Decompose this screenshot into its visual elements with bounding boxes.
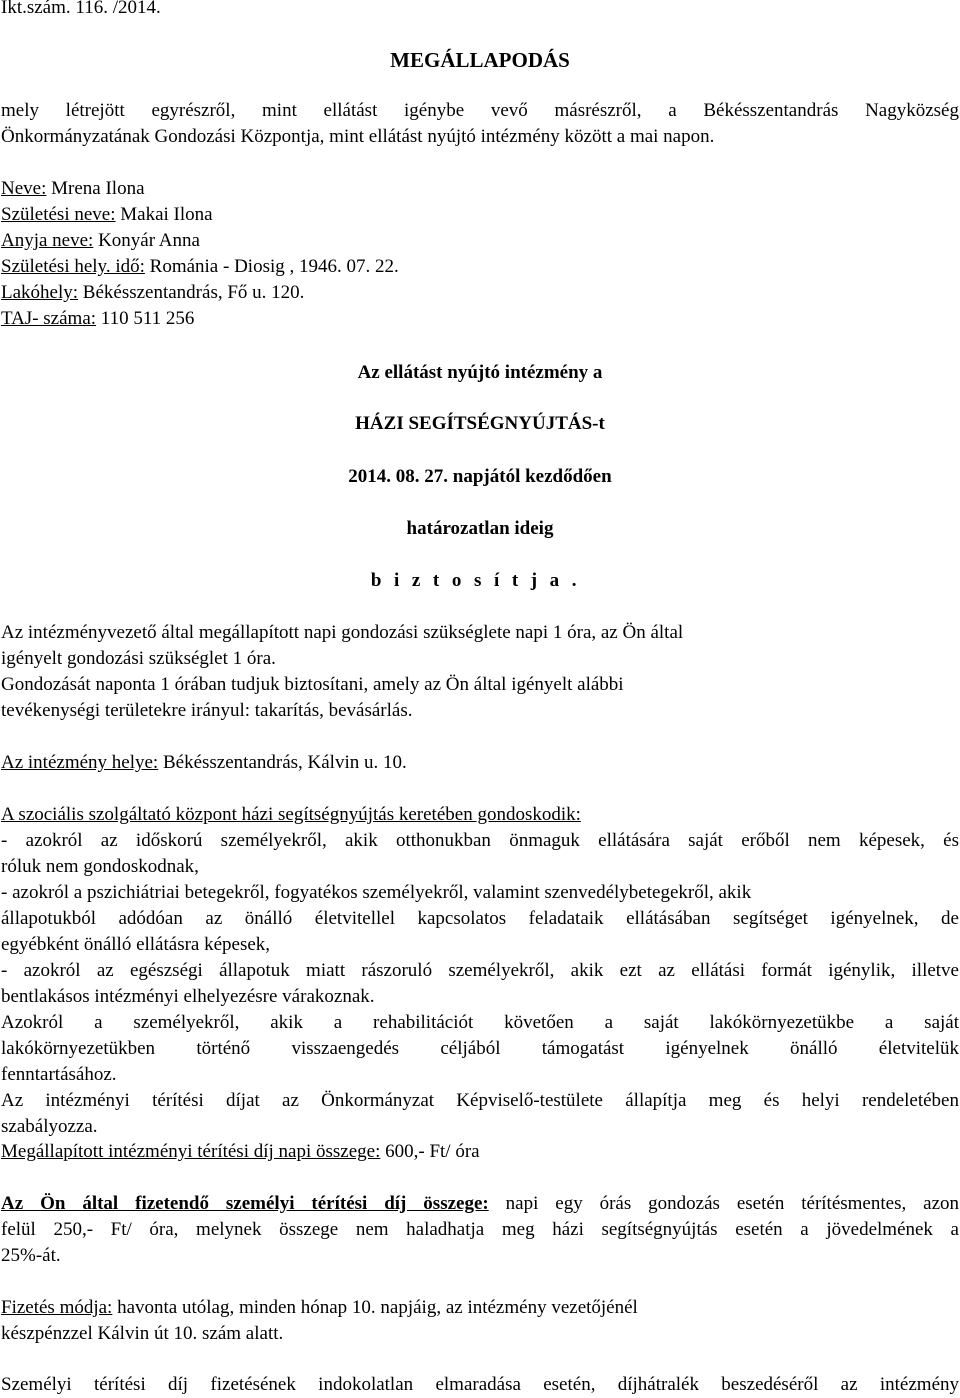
client-taj-label: TAJ- száma: [1, 308, 97, 329]
needs-line-2: igényelt gondozási szükséglet 1 óra. [1, 648, 276, 669]
client-mother-name [1, 228, 959, 254]
personal-fee-line-3: 25%-át. [1, 1245, 61, 1266]
client-birth-name-value: Makai Ilona [115, 204, 213, 225]
client-birth-label: Születési hely. idő: [1, 256, 145, 277]
care-line-3: - azokról a pszichiátriai betegekről, fogyatékos személyekről, valamint szenvedélybetegekről, akik [1, 882, 752, 903]
client-birth-name-label: Születési neve: [1, 204, 116, 225]
client-birth-place-date [1, 254, 959, 280]
client-address-label: Lakóhely: [1, 282, 79, 303]
client-mother-label: Anyja neve: [1, 230, 94, 251]
service-name: HÁZI SEGÍTSÉGNYÚJTÁS-t [355, 413, 605, 434]
payment-method-line-1 [1, 1295, 959, 1321]
care-line-5: egyébként önálló ellátásra képesek, [1, 934, 271, 955]
final-line: Személyi térítési díj fizetésének indokolatlan elmaradása esetén, díjhátralék beszedéséről az intézmény [1, 1374, 959, 1395]
client-taj [1, 306, 959, 332]
client-address [1, 280, 959, 306]
institution-location [1, 750, 959, 776]
provider-heading: Az ellátást nyújtó intézmény a [357, 362, 603, 383]
care-line-9: lakókörnyezetükben történő visszaengedés céljából támogatást igényelnek önálló életvitelük [1, 1038, 959, 1059]
client-taj-value: 110 511 256 [96, 308, 195, 329]
payment-method-text-1: havonta utólag, minden hónap 10. napjáig, az intézmény vezetőjénél [112, 1297, 638, 1318]
location-label: Az intézmény helye: [1, 752, 159, 773]
care-line-8: Azokról a személyekről, akik a rehabilitációt követően a saját lakókörnyezetükbe a saját [1, 1012, 959, 1033]
care-line-12: szabályozza. [1, 1116, 98, 1137]
care-line-2: róluk nem gondoskodnak, [1, 856, 199, 877]
care-line-1: - azokról az időskorú személyekről, akik otthonukban önmaguk ellátására saját erőből nem képesek, és [1, 830, 959, 851]
client-birth-value: Románia - Diosig , 1946. 07. 22. [144, 256, 399, 277]
needs-line-1: Az intézményvezető által megállapított napi gondozási szükséglete napi 1 óra, az Ön által [1, 622, 684, 643]
personal-fee-text-1: napi egy órás gondozás esetén térítésmentes, azon [488, 1193, 959, 1214]
client-name-value: Mrena Ilona [46, 178, 145, 199]
client-address-value: Békésszentandrás, Fő u. 120. [78, 282, 305, 303]
fee-label: Megállapított intézményi térítési díj napi összege: [1, 1141, 381, 1162]
care-line-10: fenntartásához. [1, 1064, 117, 1085]
payment-method-label: Fizetés módja: [1, 1297, 113, 1318]
institutional-fee [1, 1139, 959, 1165]
payment-method-line-2: készpénzzel Kálvin út 10. szám alatt. [1, 1323, 284, 1344]
location-value: Békésszentandrás, Kálvin u. 10. [158, 752, 407, 773]
care-heading [1, 802, 959, 828]
client-name [1, 176, 959, 202]
care-line-6: - azokról az egészségi állapotuk miatt rászoruló személyekről, akik ezt az ellátási formát igénylik, illetve [1, 960, 959, 981]
provides-statement: biztosítja. [370, 570, 590, 591]
client-birth-name [1, 202, 959, 228]
service-start: 2014. 08. 27. napjától kezdődően [348, 466, 612, 487]
care-line-11: Az intézményi térítési díjat az Önkormányzat Képviselő-testülete állapítja meg és helyi rendeletében [1, 1090, 959, 1111]
client-name-label: Neve: [1, 178, 47, 199]
care-line-4: állapotukból adódóan az önálló életvitellel kapcsolatos feladataik ellátásában segítséget igényelnek, de [1, 908, 959, 929]
needs-line-4: tevékenységi területekre irányul: takarítás, bevásárlás. [1, 700, 413, 721]
reference-number: Ikt.szám. 116. /2014. [1, 0, 161, 18]
care-line-7: bentlakásos intézményi elhelyezésre várakoznak. [1, 986, 375, 1007]
client-mother-value: Konyár Anna [93, 230, 200, 251]
fee-value: 600,- Ft/ óra [380, 1141, 480, 1162]
care-heading-text: A szociális szolgáltató központ házi segítségnyújtás keretében gondoskodik: [1, 804, 581, 825]
document-title: MEGÁLLAPODÁS [390, 48, 570, 72]
personal-fee-label: Az Ön által fizetendő személyi térítési díj összege: [1, 1193, 489, 1214]
personal-fee-line-1 [1, 1191, 959, 1217]
intro-line-2: Önkormányzatának Gondozási Központja, mint ellátást nyújtó intézmény között a mai napon. [1, 126, 715, 147]
needs-line-3: Gondozását naponta 1 órában tudjuk biztosítani, amely az Ön által igényelt alábbi [1, 674, 624, 695]
intro-line-1: mely létrejött egyrészről, mint ellátást igénybe vevő másrészről, a Békésszentandrás Nagyközség [1, 100, 959, 121]
personal-fee-line-2: felül 250,- Ft/ óra, melynek összege nem haladhatja meg házi segítségnyújtás esetén a jövedelmének a [1, 1219, 959, 1240]
service-duration: határozatlan ideig [406, 518, 554, 539]
